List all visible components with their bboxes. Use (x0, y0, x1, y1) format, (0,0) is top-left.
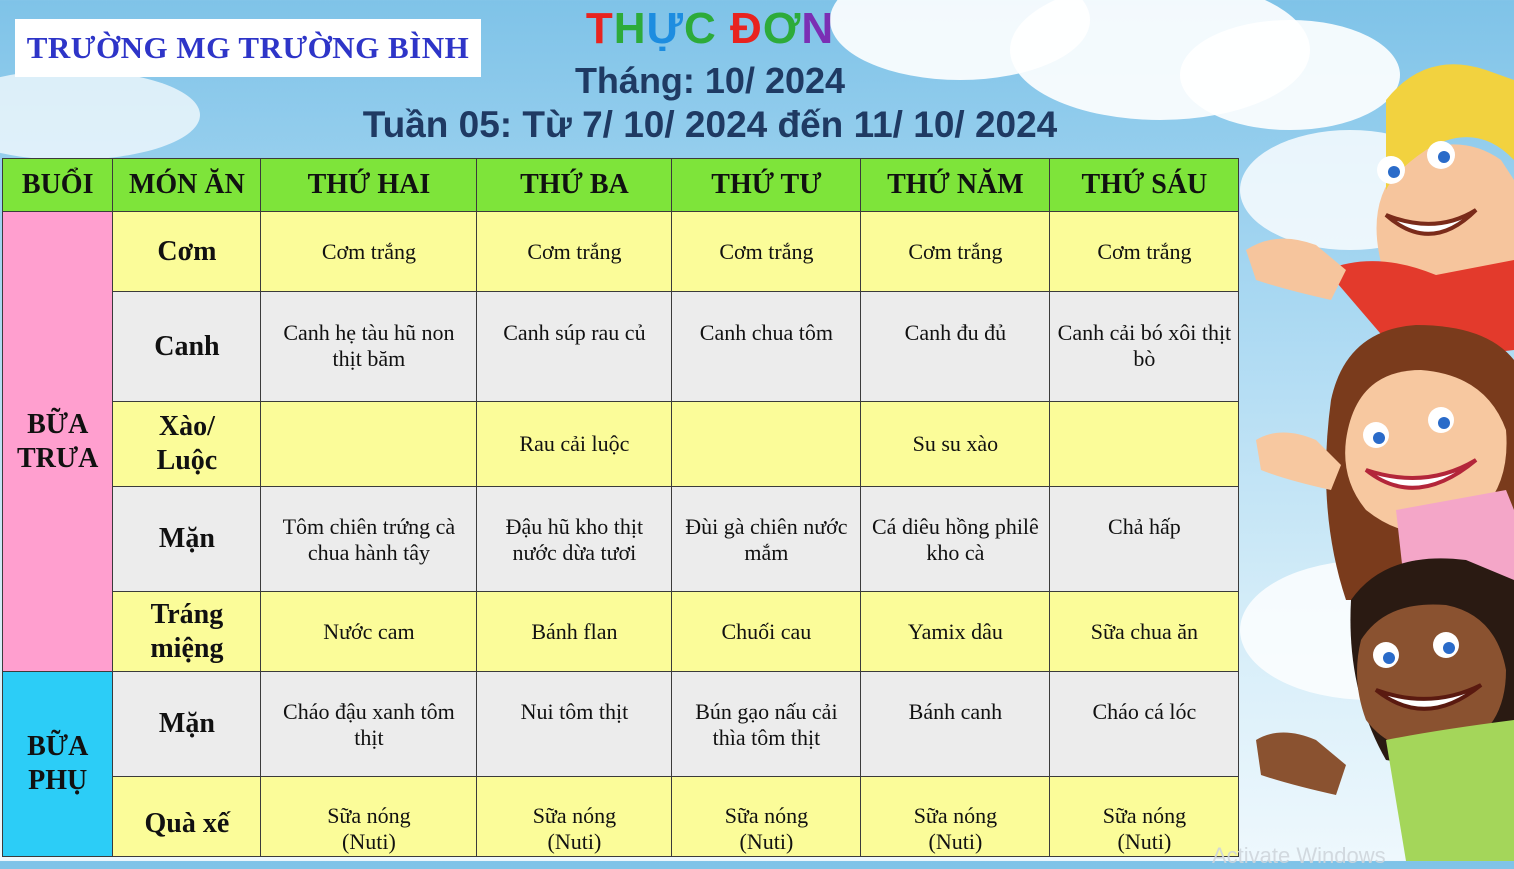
dish-label: Canh (113, 292, 261, 402)
school-name: TRƯỜNG MG TRƯỜNG BÌNH (15, 19, 481, 77)
activation-watermark: Activate Windows (1212, 843, 1386, 868)
week-label: Tuần 05: Từ 7/ 10/ 2024 đến 11/ 10/ 2024 (362, 104, 1058, 145)
title-letter: H (613, 4, 647, 53)
table-row (3, 487, 1239, 592)
menu-cell: Nước cam (261, 592, 477, 672)
menu-cell: Sữa nóng (Nuti) (477, 777, 672, 857)
page-title (560, 4, 860, 54)
title-letter: Đ (730, 4, 763, 53)
menu-cell: Canh đu đủ (861, 292, 1050, 402)
table-row (3, 672, 1239, 777)
title-letter: Ơ (762, 4, 802, 53)
table-row (3, 777, 1239, 857)
menu-cell: Canh súp rau củ (477, 292, 672, 402)
menu-cell: Đậu hũ kho thịt nước dừa tươi (477, 487, 672, 592)
header-thursday: THỨ NĂM (861, 159, 1050, 212)
menu-cell: Sữa nóng (Nuti) (861, 777, 1050, 857)
menu-cell: Sữa nóng (Nuti) (1050, 777, 1239, 857)
header-dish: MÓN ĂN (113, 159, 261, 212)
menu-cell: Sữa chua ăn (1050, 592, 1239, 672)
menu-cell: Sữa nóng (Nuti) (672, 777, 861, 857)
menu-cell (1050, 402, 1239, 487)
menu-cell: Tôm chiên trứng cà chua hành tây (261, 487, 477, 592)
girl-figure (1256, 325, 1514, 600)
menu-cell: Cơm trắng (477, 212, 672, 292)
session-snack: BỮA PHỤ (3, 672, 113, 857)
title-letter: T (585, 4, 614, 53)
cloud-decoration (0, 70, 200, 160)
header-wednesday: THỨ TƯ (672, 159, 861, 212)
menu-cell: Cơm trắng (672, 212, 861, 292)
menu-cell: Canh chua tôm (672, 292, 861, 402)
menu-cell: Đùi gà chiên nước mắm (672, 487, 861, 592)
dish-label: Cơm (113, 212, 261, 292)
menu-cell: Rau cải luộc (477, 402, 672, 487)
boy-figure (1246, 64, 1514, 353)
menu-cell: Cá diêu hồng philê kho cà (861, 487, 1050, 592)
menu-cell: Bánh canh (861, 672, 1050, 777)
menu-cell: Cơm trắng (261, 212, 477, 292)
header-friday: THỨ SÁU (1050, 159, 1239, 212)
menu-cell: Cơm trắng (861, 212, 1050, 292)
menu-cell: Bánh flan (477, 592, 672, 672)
menu-cell: Nui tôm thịt (477, 672, 672, 777)
menu-cell: Canh cải bó xôi thịt bò (1050, 292, 1239, 402)
menu-cell: Yamix dâu (861, 592, 1050, 672)
header-tuesday: THỨ BA (477, 159, 672, 212)
title-letter: N (801, 4, 835, 53)
boy2-figure (1256, 558, 1514, 861)
table-row (3, 402, 1239, 487)
menu-cell: Cháo cá lóc (1050, 672, 1239, 777)
menu-cell: Bún gạo nấu cải thìa tôm thịt (672, 672, 861, 777)
menu-cell: Sữa nóng (Nuti) (261, 777, 477, 857)
dish-label: Tráng miệng (113, 592, 261, 672)
table-row (3, 592, 1239, 672)
table-header-row (3, 159, 1239, 212)
children-illustration (1236, 40, 1514, 861)
menu-cell: Chả hấp (1050, 487, 1239, 592)
menu-cell: Chuối cau (672, 592, 861, 672)
dish-label: Mặn (113, 672, 261, 777)
header-monday: THỨ HAI (261, 159, 477, 212)
title-letter (717, 4, 730, 54)
table-row (3, 292, 1239, 402)
dish-label: Xào/ Luộc (113, 402, 261, 487)
dish-label: Mặn (113, 487, 261, 592)
title-letter: C (684, 4, 717, 53)
menu-cell: Cơm trắng (1050, 212, 1239, 292)
menu-cell (672, 402, 861, 487)
month-label: Tháng: 10/ 2024 (574, 60, 846, 101)
menu-cell (261, 402, 477, 487)
session-lunch: BỮA TRƯA (3, 212, 113, 672)
title-letter: Ự (646, 4, 685, 53)
menu-cell: Su su xào (861, 402, 1050, 487)
header-session: BUỔI (3, 159, 113, 212)
dish-label: Quà xế (113, 777, 261, 857)
menu-table (2, 158, 1239, 857)
table-row (3, 212, 1239, 292)
menu-cell: Cháo đậu xanh tôm thịt (261, 672, 477, 777)
menu-cell: Canh hẹ tàu hũ non thịt băm (261, 292, 477, 402)
